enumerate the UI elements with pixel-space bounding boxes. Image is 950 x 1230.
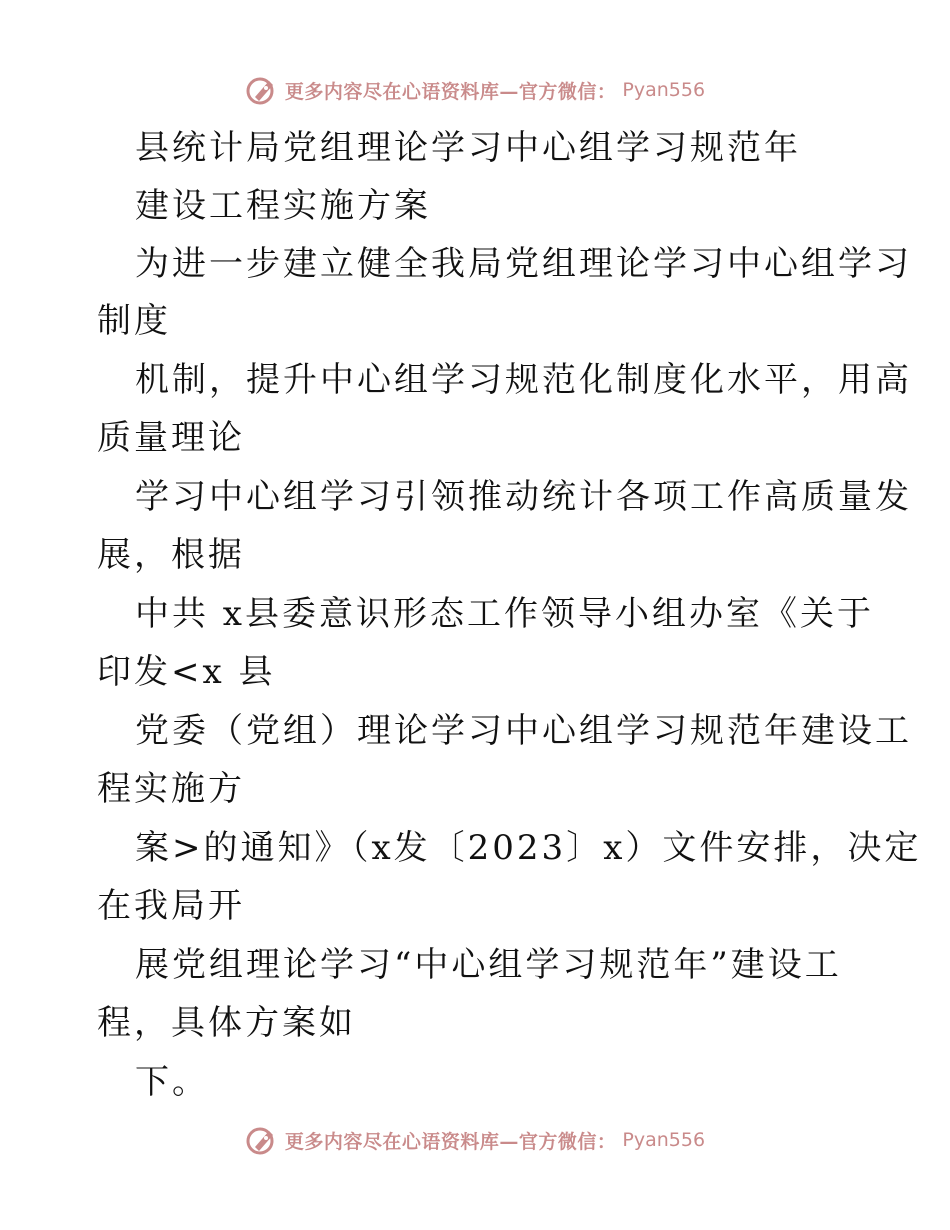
document-title-line-1: 县统计局党组理论学习中心组学习规范年 bbox=[135, 128, 801, 168]
paragraph-line: 学习中心组学习引领推动统计各项工作高质量发 bbox=[135, 477, 912, 517]
paragraph-line: 在我局开 bbox=[97, 886, 245, 926]
pen-nib-logo-icon bbox=[245, 1123, 279, 1157]
footer-watermark bbox=[0, 1120, 950, 1160]
watermark-contact: Pyan556 bbox=[622, 1129, 706, 1151]
paragraph-line: 下。 bbox=[135, 1062, 209, 1102]
document-title-line-2: 建设工程实施方案 bbox=[135, 186, 431, 226]
paragraph-line: 为进一步建立健全我局党组理论学习中心组学习 bbox=[135, 244, 912, 284]
paragraph-line: 中共 x县委意识形态工作领导小组办室《关于 bbox=[135, 594, 874, 634]
paragraph-line: 党委（党组）理论学习中心组学习规范年建设工 bbox=[135, 711, 912, 751]
paragraph-line: 程实施方 bbox=[97, 769, 245, 809]
paragraph-line: 案>的通知》（x发〔2023〕x）文件安排，决定 bbox=[135, 828, 922, 868]
paragraph-line: 质量理论 bbox=[97, 418, 245, 458]
paragraph-line: 机制，提升中心组学习规范化制度化水平，用高 bbox=[135, 360, 912, 400]
watermark-text: 更多内容尽在心语资料库—官方微信： bbox=[284, 80, 617, 103]
paragraph-line: 程，具体方案如 bbox=[97, 1003, 356, 1043]
paragraph-line: 展党组理论学习“中心组学习规范年”建设工 bbox=[135, 945, 842, 985]
pen-nib-logo-icon bbox=[245, 73, 279, 107]
header-watermark bbox=[0, 70, 950, 110]
paragraph-line: 印发<x 县 bbox=[97, 652, 276, 692]
watermark-text: 更多内容尽在心语资料库—官方微信： bbox=[284, 1130, 617, 1153]
watermark-contact: Pyan556 bbox=[622, 79, 706, 101]
paragraph-line: 制度 bbox=[97, 301, 171, 341]
paragraph-line: 展，根据 bbox=[97, 535, 245, 575]
